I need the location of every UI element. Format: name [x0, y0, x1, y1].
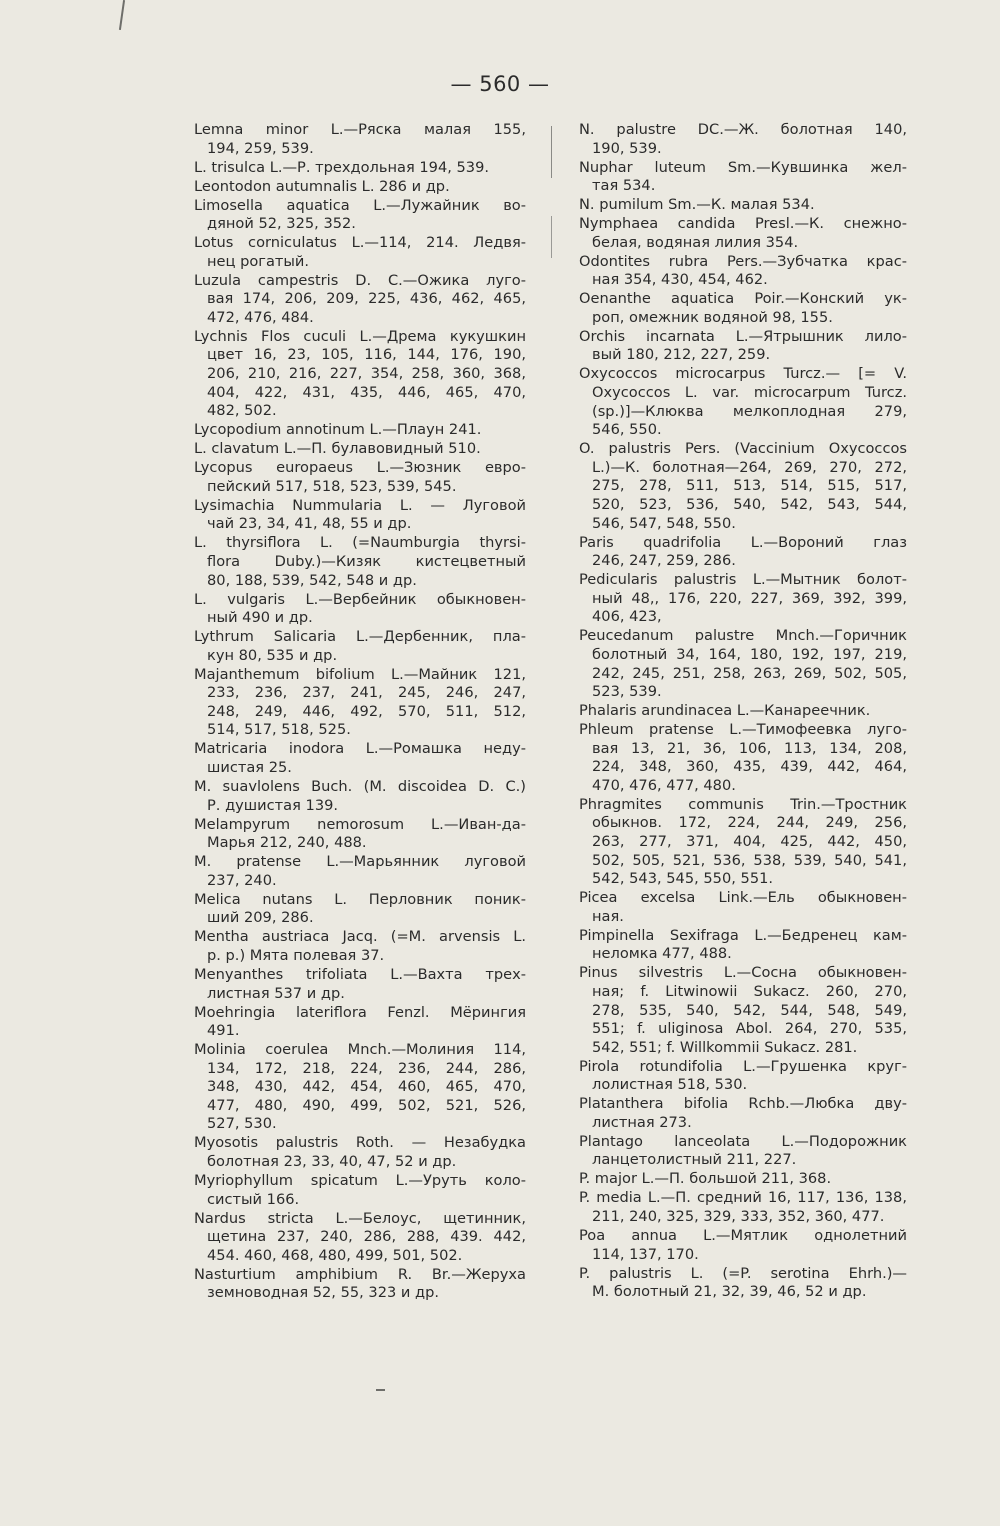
entry-line: Peucedanum palustre Mnch.—Горичник	[579, 627, 907, 645]
entry-line: Lythrum Salicaria L.—Дербенник, пла-	[194, 628, 526, 646]
entry-line: 190, 539.	[592, 139, 662, 157]
index-entry	[194, 534, 526, 590]
index-entry	[579, 253, 907, 290]
entry-line: кун 80, 535 и др.	[207, 646, 338, 664]
entry-line: 275, 278, 511, 513, 514, 515, 517,	[592, 477, 907, 495]
index-entry	[194, 1134, 526, 1171]
index-entry	[579, 796, 907, 889]
index-entry	[194, 178, 526, 197]
entry-line: Oxycoccos L. var. microcarpum Turcz.	[592, 384, 907, 402]
index-entry	[194, 328, 526, 421]
entry-line: 542, 551; f. Willkommii Sukacz. 281.	[592, 1038, 858, 1056]
index-entry	[194, 234, 526, 271]
entry-line: Lemna minor L.—Ряска малая 155,	[194, 121, 526, 138]
entry-line: листная 537 и др.	[207, 984, 345, 1002]
entry-line: 348, 430, 442, 454, 460, 465, 470,	[207, 1078, 526, 1096]
index-entry	[194, 891, 526, 928]
index-entry	[194, 853, 526, 890]
index-entry	[194, 1004, 526, 1041]
index-entry	[194, 1041, 526, 1134]
entry-line: M. suavlolens Buch. (M. discoidea D. C.)	[194, 778, 526, 796]
entry-line: Марья 212, 240, 488.	[207, 834, 367, 852]
entry-line: Nymphaea candida Presl.—К. снежно-	[579, 215, 907, 233]
index-entry	[579, 1227, 907, 1264]
entry-line: тая 534.	[592, 177, 656, 195]
entry-line: 454. 460, 468, 480, 499, 501, 502.	[207, 1246, 463, 1264]
entry-line: Pedicularis palustris L.—Мытник болот-	[579, 571, 907, 589]
entry-line: неломка 477, 488.	[592, 945, 732, 963]
entry-line: чай 23, 34, 41, 48, 55 и др.	[207, 515, 412, 533]
index-entry	[579, 702, 907, 721]
index-entry	[194, 740, 526, 777]
entry-line: 224, 348, 360, 435, 439, 442, 464,	[592, 758, 907, 776]
entry-line: болотная 23, 33, 40, 47, 52 и др.	[207, 1153, 457, 1171]
entry-line: ная 354, 430, 454, 462.	[592, 271, 768, 289]
entry-line: Lotus corniculatus L.—114, 214. Ледвя-	[194, 234, 526, 252]
entry-line: 80, 188, 539, 542, 548 и др.	[207, 571, 417, 589]
entry-line: 491.	[207, 1022, 240, 1040]
entry-line: М. болотный 21, 32, 39, 46, 52 и др.	[592, 1283, 867, 1301]
index-entry	[194, 159, 526, 178]
index-entry	[194, 197, 526, 234]
entry-line: ланцетолистный 211, 227.	[592, 1151, 797, 1169]
entry-line: Lycopus europaeus L.—Зюзник евро-	[194, 459, 526, 477]
entry-line: O. palustris Pers. (Vaccinium Oxycoccos	[579, 440, 907, 458]
index-entry	[579, 365, 907, 439]
entry-line: ная.	[592, 907, 624, 925]
entry-line: Moehringia lateriflora Fenzl. Мёрингия	[194, 1003, 526, 1021]
entry-line: 406, 423,	[592, 608, 662, 626]
entry-line: Phalaris arundinacea L.—Канареечник.	[579, 702, 871, 720]
index-entry	[194, 1266, 526, 1303]
entry-line: лолистная 518, 530.	[592, 1076, 748, 1094]
entry-line: 527, 530.	[207, 1115, 277, 1133]
entry-line: N. palustre DC.—Ж. болотная 140,	[579, 121, 907, 138]
index-entry	[194, 816, 526, 853]
index-entry	[579, 121, 907, 158]
entry-line: Leontodon autumnalis L. 286 и др.	[194, 177, 450, 195]
entry-line: вая 13, 21, 36, 106, 113, 134, 208,	[592, 739, 907, 757]
entry-line: щетина 237, 240, 286, 288, 439. 442,	[207, 1228, 526, 1246]
entry-line: Plantago lanceolata L.—Подорожник	[579, 1132, 907, 1150]
entry-line: 546, 550.	[592, 421, 662, 439]
index-entry	[194, 666, 526, 740]
entry-line: Nuphar luteum Sm.—Кувшинка жел-	[579, 158, 907, 176]
entry-line: земноводная 52, 55, 323 и др.	[207, 1284, 440, 1302]
entry-line: 523, 539.	[592, 683, 662, 701]
entry-line: ный 48,, 176, 220, 227, 369, 392, 399,	[592, 589, 907, 607]
index-entry	[579, 889, 907, 926]
entry-line: систый 166.	[207, 1190, 300, 1208]
entry-line: Pinus silvestris L.—Сосна обыкновен-	[579, 964, 907, 982]
entry-line: Mentha austriaca Jacq. (=M. arvensis L.	[194, 928, 526, 946]
entry-line: 477, 480, 490, 499, 502, 521, 526,	[207, 1096, 526, 1114]
entry-line: 114, 137, 170.	[592, 1245, 699, 1263]
index-entry	[579, 328, 907, 365]
entry-line: Majanthemum bifolium L.—Майник 121,	[194, 665, 526, 683]
entry-line: L. thyrsiflora L. (=Naumburgia thyrsi-	[194, 534, 526, 552]
entry-line: Pirola rotundifolia L.—Грушенка круг-	[579, 1057, 907, 1075]
entry-line: P. media L.—П. средний 16, 117, 136, 138,	[579, 1189, 907, 1207]
index-entry	[579, 571, 907, 627]
entry-line: Paris quadrifolia L.—Вороний глаз	[579, 533, 907, 551]
entry-line: Phragmites communis Trin.—Тростник	[579, 795, 907, 813]
entry-line: Poa annua L.—Мятлик однолетний	[579, 1227, 907, 1245]
entry-line: 134, 172, 218, 224, 236, 244, 286,	[207, 1059, 526, 1077]
entry-line: 502, 505, 521, 536, 538, 539, 540, 541,	[592, 851, 907, 869]
entry-line: N. pumilum Sm.—К. малая 534.	[579, 196, 815, 214]
index-entry	[579, 196, 907, 215]
entry-line: вый 180, 212, 227, 259.	[592, 346, 771, 364]
index-entry	[194, 628, 526, 665]
index-entry	[579, 534, 907, 571]
entry-line: 263, 277, 371, 404, 425, 442, 450,	[592, 833, 907, 851]
entry-line: пейский 517, 518, 523, 539, 545.	[207, 477, 457, 495]
entry-line: Р. душистая 139.	[207, 796, 339, 814]
entry-line: вая 174, 206, 209, 225, 436, 462, 465,	[207, 290, 526, 308]
entry-line: ная; f. Litwinowii Sukacz. 260, 270,	[592, 982, 907, 1000]
entry-line: 278, 535, 540, 542, 544, 548, 549,	[592, 1001, 907, 1019]
pencil-mark	[119, 0, 125, 30]
index-entry	[579, 721, 907, 795]
index-entry	[194, 459, 526, 496]
entry-line: 237, 240.	[207, 871, 277, 889]
entry-line: Luzula campestris D. C.—Ожика луго-	[194, 271, 526, 289]
entry-line: 248, 249, 446, 492, 570, 511, 512,	[207, 702, 526, 720]
index-entry	[194, 440, 526, 459]
entry-line: 211, 240, 325, 329, 333, 352, 360, 477.	[592, 1208, 885, 1226]
index-entry	[579, 215, 907, 252]
index-entry	[579, 1058, 907, 1095]
entry-line: Pimpinella Sexifraga L.—Бедренец кам-	[579, 926, 907, 944]
entry-line: 514, 517, 518, 525.	[207, 721, 351, 739]
entry-line: Picea excelsa Link.—Ель обыкновен-	[579, 889, 907, 907]
entry-line: Oenanthe aquatica Poir.—Конский ук-	[579, 290, 907, 308]
index-entry	[579, 290, 907, 327]
entry-line: нец рогатый.	[207, 252, 310, 270]
entry-line: 520, 523, 536, 540, 542, 543, 544,	[592, 496, 907, 513]
entry-line: P. major L.—П. большой 211, 368.	[579, 1170, 832, 1188]
index-entry	[194, 928, 526, 965]
entry-line: Lysimachia Nummularia L. — Луговой	[194, 496, 526, 514]
entry-line: Matricaria inodora L.—Ромашка неду-	[194, 740, 526, 758]
entry-line: 194, 259, 539.	[207, 139, 314, 157]
entry-line: L. vulgaris L.—Вербейник обыкновен-	[194, 590, 526, 608]
entry-line: листная 273.	[592, 1113, 692, 1131]
entry-line: дяной 52, 325, 352.	[207, 215, 356, 233]
entry-line: 551; f. uliginosa Abol. 264, 270, 535,	[592, 1020, 907, 1038]
page-number: — 560 —	[450, 72, 550, 96]
entry-line: M. pratense L.—Марьянник луговой	[194, 853, 526, 871]
entry-line: Myriophyllum spicatum L.—Уруть коло-	[194, 1172, 526, 1190]
entry-line: белая, водяная лилия 354.	[592, 233, 799, 251]
entry-line: Menyanthes trifoliata L.—Вахта трех-	[194, 965, 526, 983]
entry-line: Molinia coerulea Mnch.—Молиния 114,	[194, 1041, 526, 1059]
entry-line: Myosotis palustris Roth. — Незабудка	[194, 1134, 526, 1152]
index-entry	[579, 1189, 907, 1226]
entry-line: 206, 210, 216, 227, 354, 258, 360, 368,	[207, 365, 526, 383]
entry-line: Nardus stricta L.—Белоус, щетинник,	[194, 1209, 526, 1227]
entry-line: Orchis incarnata L.—Ятрышник лило-	[579, 327, 907, 345]
entry-line: L. clavatum L.—П. булавовидный 510.	[194, 440, 481, 458]
entry-line: L.)—К. болотная—264, 269, 270, 272,	[592, 458, 907, 476]
entry-line: (sp.)]—Клюква мелкоплодная 279,	[592, 402, 907, 420]
index-entry	[194, 591, 526, 628]
entry-line: ший 209, 286.	[207, 909, 314, 927]
entry-line: p. p.) Мята полевая 37.	[207, 946, 385, 964]
entry-line: P. palustris L. (=P. serotina Ehrh.)—	[579, 1264, 907, 1282]
entry-line: L. trisulca L.—Р. трехдольная 194, 539.	[194, 158, 489, 176]
index-entry	[194, 421, 526, 440]
entry-line: Lycopodium annotinum L.—Плаун 241.	[194, 421, 482, 439]
entry-line: Nasturtium amphibium R. Br.—Жеруха	[194, 1265, 526, 1283]
right-column	[579, 121, 907, 1302]
entry-line: 542, 543, 545, 550, 551.	[592, 870, 774, 888]
entry-line: ный 490 и др.	[207, 609, 313, 627]
ink-dot	[376, 1389, 385, 1391]
index-entry	[194, 272, 526, 328]
entry-line: Limosella aquatica L.—Лужайник во-	[194, 196, 526, 214]
index-entry	[194, 497, 526, 534]
index-entry	[579, 1265, 907, 1302]
index-entry	[579, 927, 907, 964]
entry-line: Lychnis Flos cuculi L.—Дрема кукушкин	[194, 327, 526, 345]
entry-line: 470, 476, 477, 480.	[592, 776, 736, 794]
entry-line: 404, 422, 431, 435, 446, 465, 470,	[207, 383, 526, 401]
column-divider	[551, 126, 552, 1286]
entry-line: flora Duby.)—Кизяк кистецветный	[207, 552, 526, 570]
index-entry	[194, 121, 526, 158]
index-entry	[194, 1172, 526, 1209]
entry-line: Melampyrum nemorosum L.—Иван-да-	[194, 815, 526, 833]
entry-line: 482, 502.	[207, 402, 277, 420]
index-entry	[579, 1133, 907, 1170]
index-entry	[579, 159, 907, 196]
index-entry	[194, 966, 526, 1003]
entry-line: 472, 476, 484.	[207, 308, 314, 326]
entry-line: Phleum pratense L.—Тимофеевка луго-	[579, 721, 907, 739]
index-entry	[194, 1210, 526, 1266]
left-column	[194, 121, 526, 1303]
entry-line: Platanthera bifolia Rchb.—Любка дву-	[579, 1095, 907, 1113]
index-entry	[579, 440, 907, 533]
index-entry	[579, 1095, 907, 1132]
entry-line: 242, 245, 251, 258, 263, 269, 502, 505,	[592, 664, 907, 682]
entry-line: Odontites rubra Pers.—Зубчатка крас-	[579, 252, 907, 270]
entry-line: роп, омежник водяной 98, 155.	[592, 308, 833, 326]
entry-line: шистая 25.	[207, 759, 292, 777]
index-entry	[579, 1170, 907, 1189]
entry-line: обыкнов. 172, 224, 244, 249, 256,	[592, 814, 907, 832]
entry-line: Oxycoccos microcarpus Turcz.— [= V.	[579, 365, 907, 383]
index-entry	[579, 964, 907, 1057]
index-entry	[579, 627, 907, 701]
entry-line: 233, 236, 237, 241, 245, 246, 247,	[207, 684, 526, 702]
entry-line: Melica nutans L. Перловник поник-	[194, 890, 526, 908]
entry-line: 246, 247, 259, 286.	[592, 552, 736, 570]
entry-line: 546, 547, 548, 550.	[592, 514, 736, 532]
index-entry	[194, 778, 526, 815]
entry-line: цвет 16, 23, 105, 116, 144, 176, 190,	[207, 346, 526, 364]
entry-line: болотный 34, 164, 180, 192, 197, 219,	[592, 645, 907, 663]
